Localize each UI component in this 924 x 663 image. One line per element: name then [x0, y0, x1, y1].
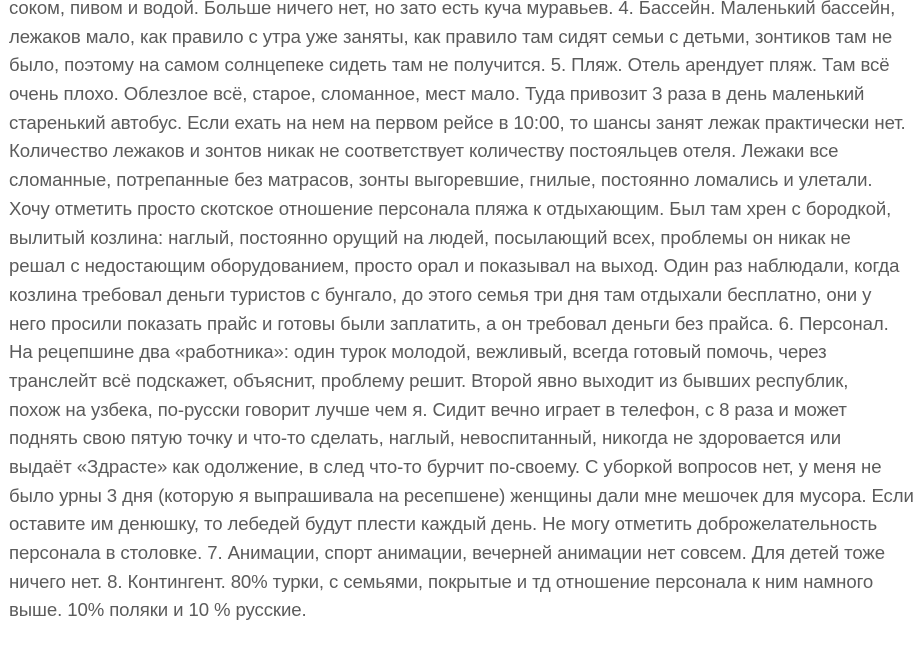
review-line: было урны 3 дня (которую я выпрашивала на ресепшене) женщины дали мне мешочек для мусора. Если — [9, 484, 914, 506]
review-line: похож на узбека, по-русски говорит лучше чем я. Сидит вечно играет в телефон, с 8 раза и может — [9, 398, 847, 420]
review-line: очень плохо. Облезлое всё, старое, сломанное, мест мало. Туда привозит 3 раза в день маленький — [9, 83, 865, 105]
review-line: выдаёт «Здрасте» как одолжение, в след что-то бурчит по-своему. С уборкой вопросов нет, у меня не — [9, 456, 882, 477]
review-line: лежаков мало, как правило с утра уже заняты, как правило там сидят семьи с детьми, зонтиков там не — [9, 25, 893, 47]
review-line: него просили показать прайс и готовы были заплатить, а он требовал деньги без прайса. 6. Персонал. — [9, 312, 889, 334]
review-line: выше. 10% поляки и 10 % русские. — [9, 599, 307, 621]
review-text — [9, 0, 914, 625]
review-line: Хочу отметить просто скотское отношение персонала пляжа к отдыхающим. Был там хрен с бородкой, — [9, 197, 892, 219]
review-line: вылитый козлина: наглый, постоянно орущий на людей, посылающий всех, проблемы он никак не — [9, 226, 851, 248]
review-line: персонала в столовке. 7. Анимации, спорт анимации, вечерней анимации нет совсем. Для детей тоже — [9, 542, 885, 564]
review-line: транслейт всё подскажет, объяснит, проблему решит. Второй явно выходит из бывших республик, — [9, 369, 849, 391]
review-line: На рецепшине два «работника»: один турок молодой, вежливый, всегда готовый помочь, через — [9, 341, 827, 363]
review-line: решал с недостающим оборудованием, просто орал и показывал на выход. Один раз наблюдали, когда — [9, 255, 900, 277]
review-line: было, поэтому на самом солнцепеке сидеть там не получится. 5. Пляж. Отель арендует пляж. Там всё — [9, 54, 890, 76]
review-line: сломанные, потрепанные без матрасов, зонты выгоревшие, гнилые, постоянно ломались и улетали. — [9, 169, 873, 191]
review-line: старенький автобус. Если ехать на нем на первом рейсе в 10:00, то шансы занят лежак практически нет. — [9, 111, 906, 133]
review-line: поднять свою пятую точку и что-то сделать, наглый, невоспитанный, никогда не здоровается или — [9, 427, 842, 449]
review-line: Количество лежаков и зонтов никак не соответствует количеству постояльцев отеля. Лежаки все — [9, 140, 839, 162]
review-line: ничего нет. 8. Контингент. 80% турки, с семьями, покрытые и тд отношение персонала к ним намного — [9, 570, 874, 592]
review-line: соком, пивом и водой. Больше ничего нет, но зато есть куча муравьев. 4. Бассейн. Маленький бассейн, — [9, 0, 896, 18]
review-line: козлина требовал деньги туристов с бунгало, до этого семья три дня там отдыхали бесплатно, они у — [9, 283, 872, 305]
review-line: оставите им денюшку, то лебедей будут плести каждый день. Не могу отметить доброжелательность — [9, 513, 878, 535]
